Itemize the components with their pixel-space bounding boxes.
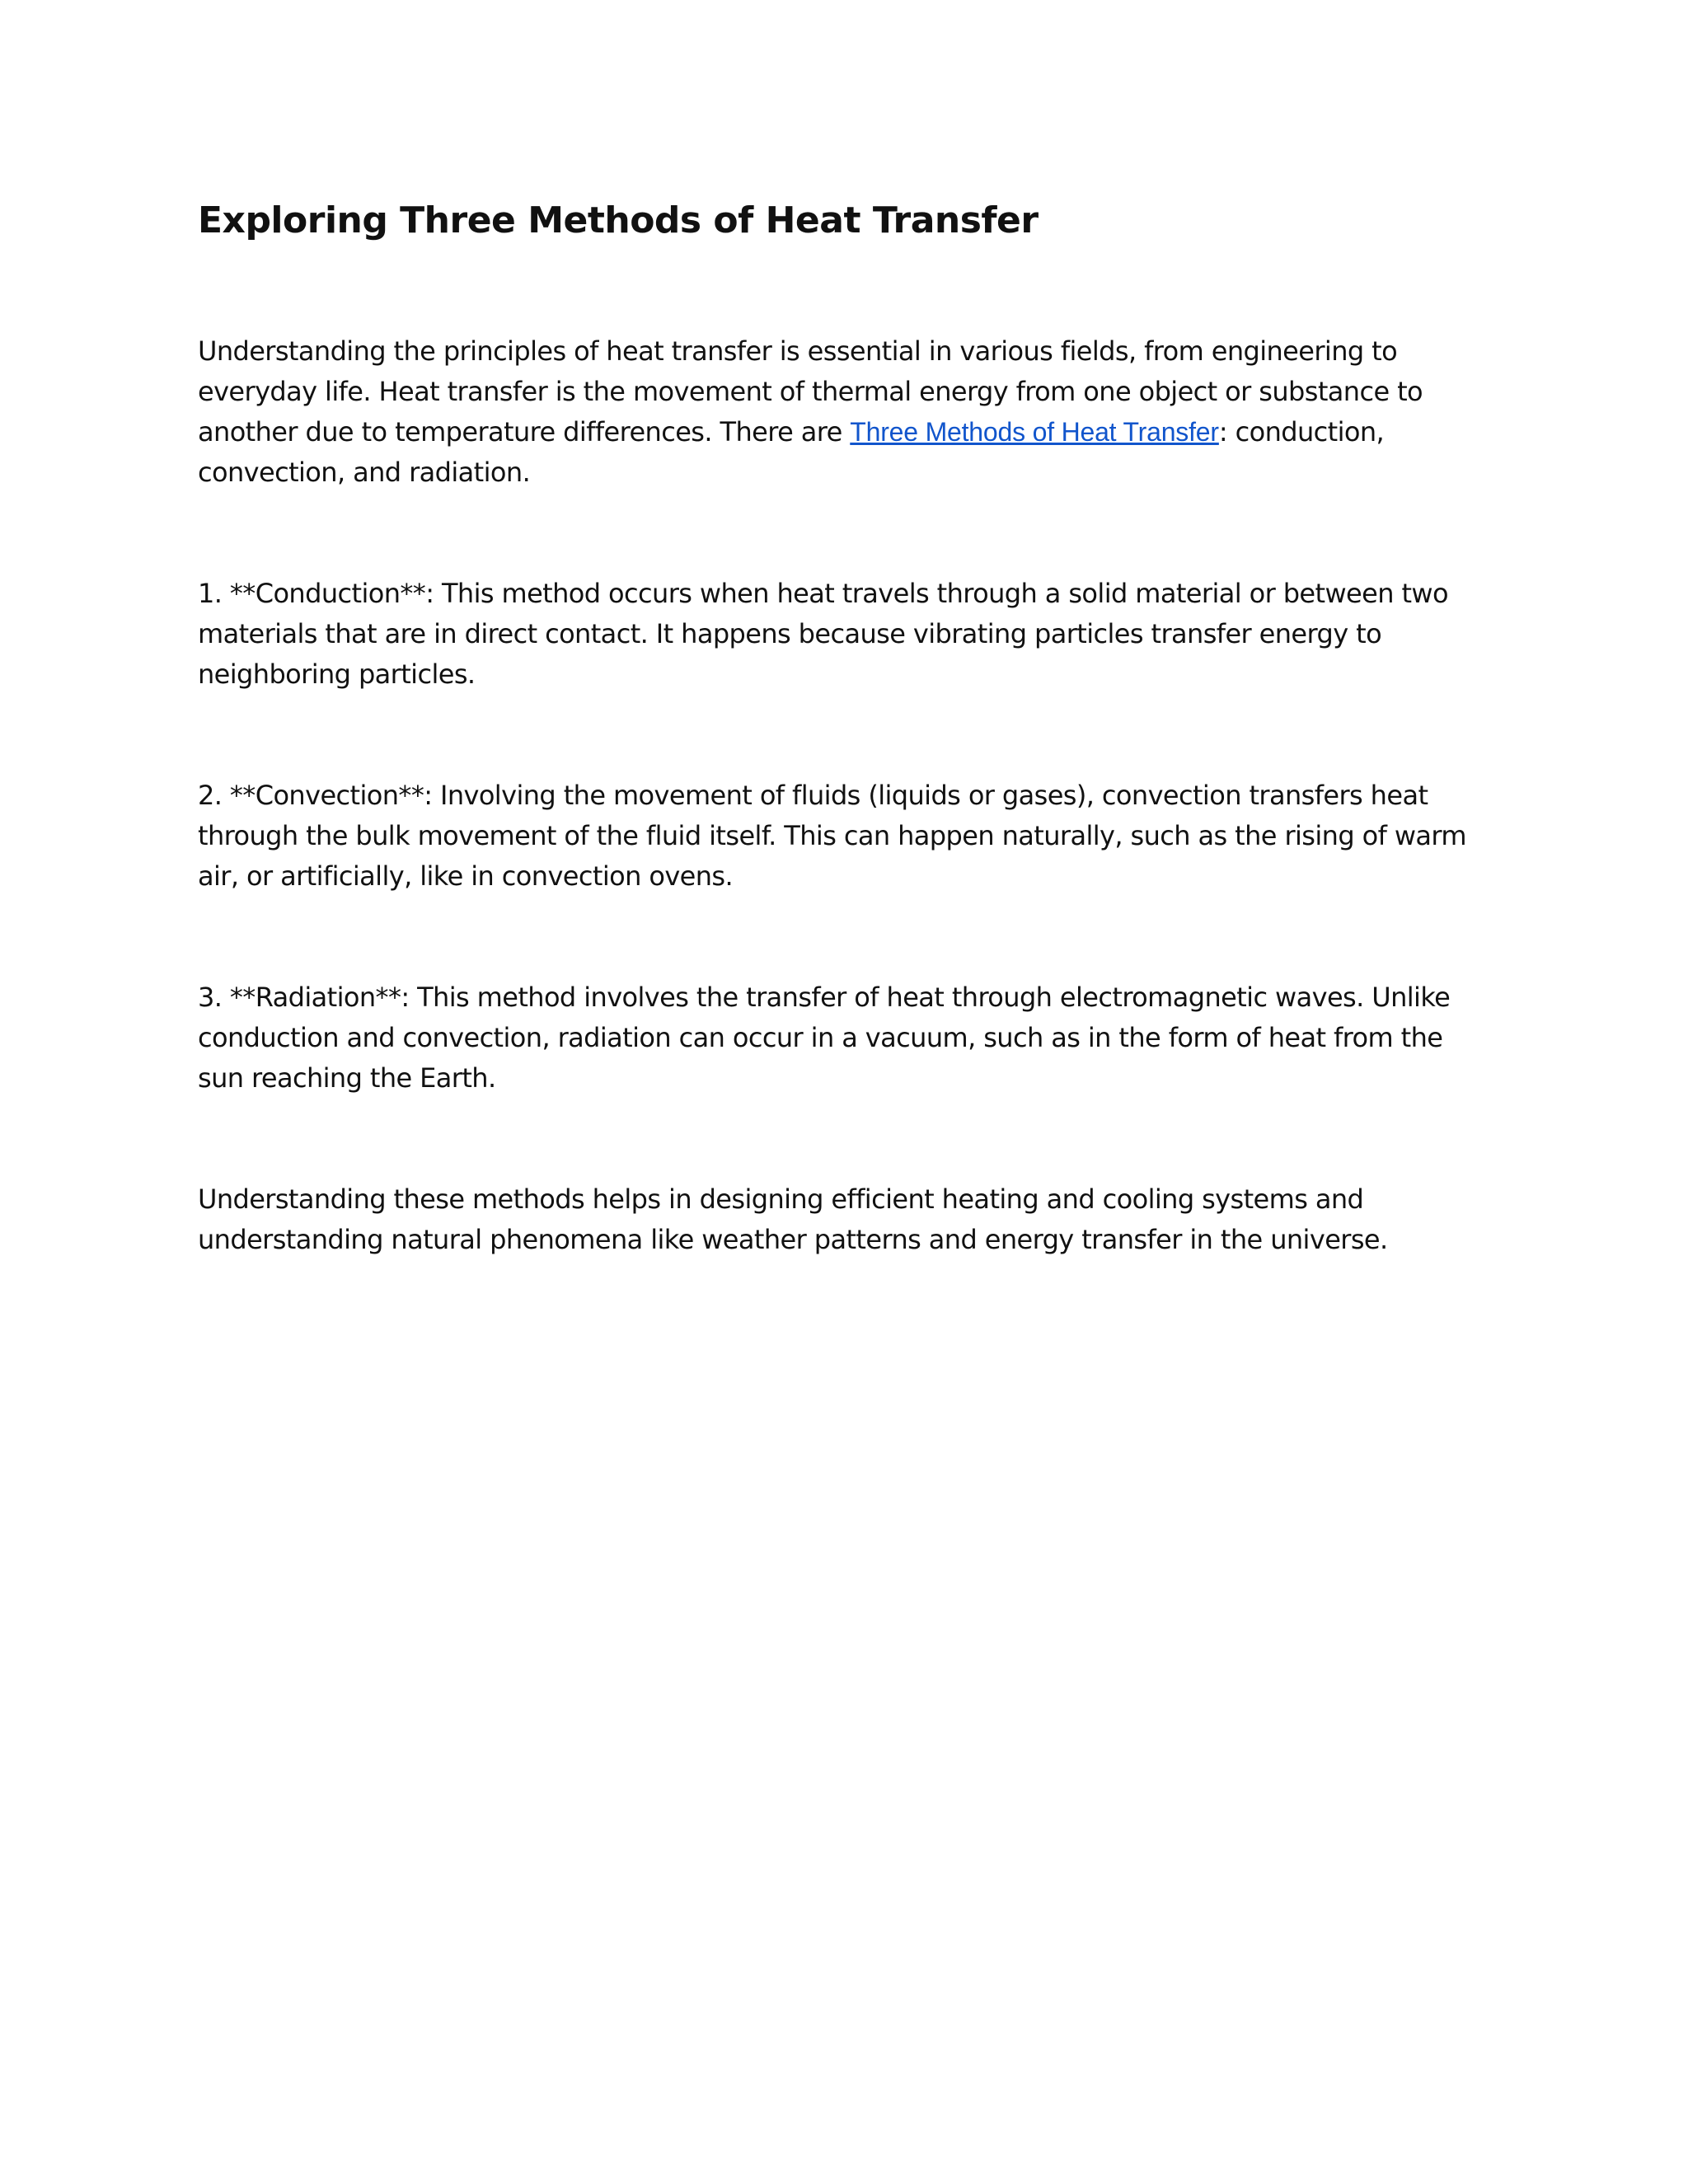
intro-paragraph xyxy=(198,331,1484,493)
intro-text-after-link: : conduction, convection, and radiation. xyxy=(198,416,1385,488)
conclusion-paragraph: Understanding these methods helps in designing efficient heating and cooling systems and understanding natural phenomena like weather patterns and energy transfer in the universe. xyxy=(198,1183,1388,1255)
radiation-paragraph: 3. **Radiation**: This method involves the transfer of heat through electromagnetic waves. Unlike conduction and convection, radiation can occur in a vacuum, such as in the form of heat from the sun reaching the Earth. xyxy=(198,982,1451,1094)
document-body xyxy=(198,194,1484,1260)
heat-transfer-methods-link[interactable]: Three Methods of Heat Transfer xyxy=(850,417,1219,447)
convection-paragraph: 2. **Convection**: Involving the movement of fluids (liquids or gases), convection transfers heat through the bulk movement of the fluid itself. This can happen naturally, such as the rising of warm air, or artificially, like in convection ovens. xyxy=(198,780,1467,892)
intro-text-before-link: Understanding the principles of heat transfer is essential in various fields, from engineering to everyday life. Heat transfer is the movement of thermal energy from one object or substance to another due to temperature differences. There are xyxy=(198,335,1423,448)
page-title: Exploring Three Methods of Heat Transfer xyxy=(198,199,1039,241)
conduction-paragraph: 1. **Conduction**: This method occurs when heat travels through a solid material or between two materials that are in direct contact. It happens because vibrating particles transfer energy to neighboring particles. xyxy=(198,578,1448,690)
